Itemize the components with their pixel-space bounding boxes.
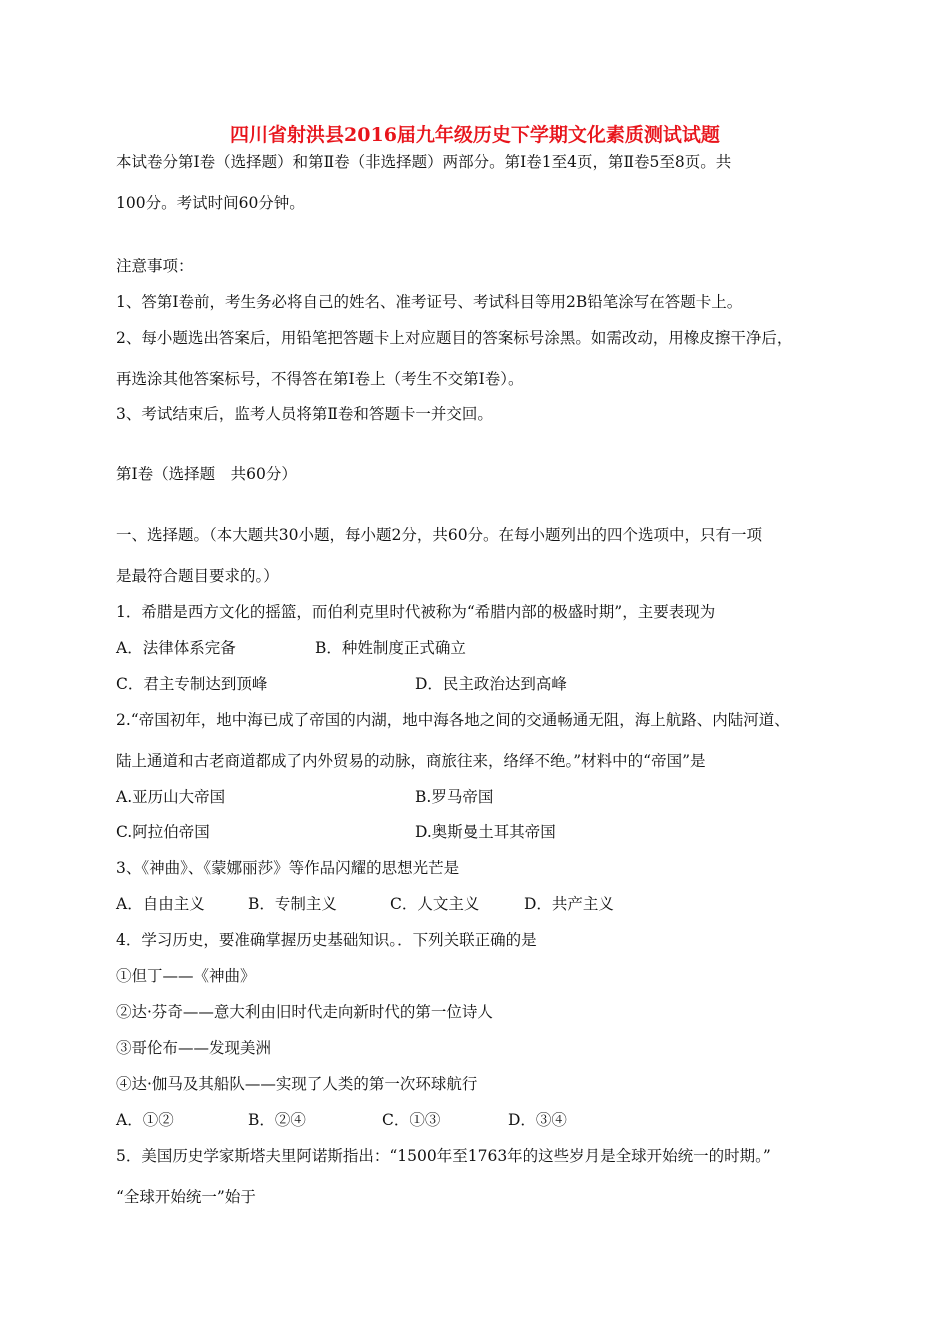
part-1-instructions: 一、选择题。（本大题共30小题，每小题2分，共60分。在每小题列出的四个选项中，只有一项 (116, 526, 763, 544)
part-1-instructions-cont: 是最符合题目要求的。） (116, 567, 279, 585)
question-3-option-b: B．专制主义 (248, 895, 337, 913)
notice-item-2: 2、每小题选出答案后，用铅笔把答题卡上对应题目的答案标号涂黑。如需改动，用橡皮擦干净后， (116, 329, 793, 347)
question-3-option-c: C．人文主义 (390, 895, 480, 913)
question-4-item-2: ②达·芬奇——意大利由旧时代走向新时代的第一位诗人 (116, 1003, 493, 1021)
question-4-option-a: A．①② (116, 1111, 174, 1129)
intro-line-2: 100分。考试时间60分钟。 (116, 194, 305, 212)
question-3-stem: 3、《神曲》、《蒙娜丽莎》等作品闪耀的思想光芒是 (116, 859, 460, 877)
question-2-stem-cont: 陆上通道和古老商道都成了内外贸易的动脉，商旅往来，络绎不绝。”材料中的“帝国”是 (116, 752, 706, 770)
notice-item-2-cont: 再选涂其他答案标号，不得答在第Ⅰ卷上（考生不交第Ⅰ卷）。 (116, 370, 524, 388)
question-3-option-a: A．自由主义 (116, 895, 205, 913)
question-5-stem: 5．美国历史学家斯塔夫里阿诺斯指出：“1500年至1763年的这些岁月是全球开始统一的时期。” (116, 1147, 771, 1165)
question-1-option-d: D．民主政治达到高峰 (415, 675, 567, 693)
question-1-option-a: A．法律体系完备 (116, 639, 236, 657)
question-3-option-d: D．共产主义 (524, 895, 614, 913)
notice-heading: 注意事项： (116, 257, 194, 275)
question-1-stem: 1．希腊是西方文化的摇篮，而伯利克里时代被称为“希腊内部的极盛时期”，主要表现为 (116, 603, 716, 621)
section-1-heading: 第Ⅰ卷（选择题 共60分） (116, 465, 297, 483)
notice-item-3: 3、考试结束后，监考人员将第Ⅱ卷和答题卡一并交回。 (116, 405, 493, 423)
notice-item-1: 1、答第Ⅰ卷前，考生务必将自己的姓名、准考证号、考试科目等用2B铅笔涂写在答题卡上。 (116, 293, 743, 311)
intro-line-1: 本试卷分第Ⅰ卷（选择题）和第Ⅱ卷（非选择题）两部分。第Ⅰ卷1至4页，第Ⅱ卷5至8页。共 (116, 153, 732, 171)
question-2-option-b: B.罗马帝国 (415, 788, 494, 806)
question-2-stem: 2.“帝国初年，地中海已成了帝国的内湖，地中海各地之间的交通畅通无阻，海上航路、内陆河道、 (116, 711, 790, 729)
question-4-option-b: B．②④ (248, 1111, 306, 1129)
question-4-item-1: ①但丁——《神曲》 (116, 967, 256, 985)
question-2-option-c: C.阿拉伯帝国 (116, 823, 210, 841)
question-4-option-c: C．①③ (382, 1111, 441, 1129)
question-1-option-c: C．君主专制达到顶峰 (116, 675, 268, 693)
question-4-item-3: ③哥伦布——发现美洲 (116, 1039, 272, 1057)
question-4-stem: 4．学习历史，要准确掌握历史基础知识。．下列关联正确的是 (116, 931, 537, 949)
question-4-item-4: ④达·伽马及其船队——实现了人类的第一次环球航行 (116, 1075, 478, 1093)
document-title: 四川省射洪县2016届九年级历史下学期文化素质测试试题 (230, 124, 720, 146)
question-2-option-a: A.亚历山大帝国 (116, 788, 226, 806)
question-5-stem-cont: “全球开始统一”始于 (116, 1188, 256, 1206)
question-4-option-d: D．③④ (508, 1111, 567, 1129)
question-1-option-b: B．种姓制度正式确立 (315, 639, 466, 657)
question-2-option-d: D.奥斯曼土耳其帝国 (415, 823, 556, 841)
